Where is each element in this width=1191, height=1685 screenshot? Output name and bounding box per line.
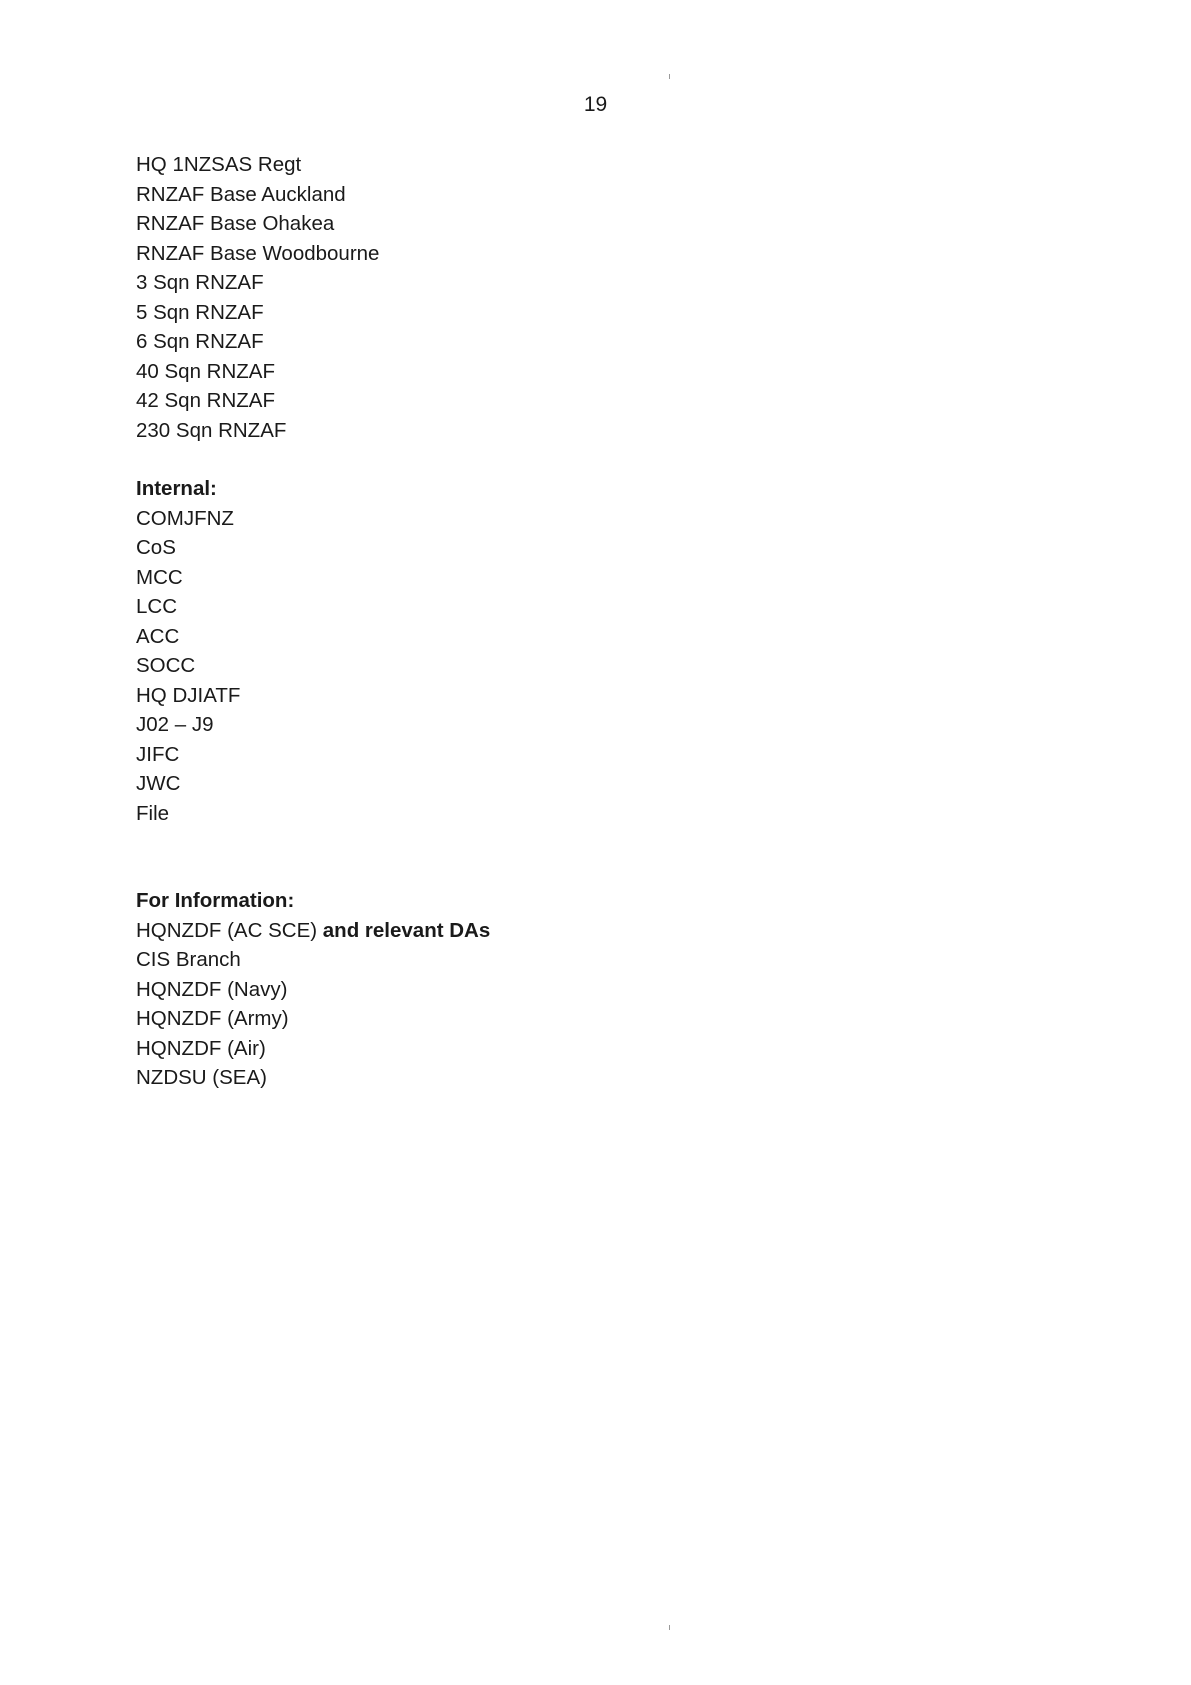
list-item: JWC [136,772,181,795]
internal-heading: Internal: [136,477,217,500]
scan-mark-bottom [669,1625,670,1630]
list-item: 6 Sqn RNZAF [136,330,264,353]
list-item-regular-text: HQNZDF (AC SCE) [136,918,318,942]
list-item: RNZAF Base Auckland [136,182,346,206]
distribution-units-list [136,150,379,445]
list-item: RNZAF Base Woodbourne [136,241,380,265]
list-item: J02 – J9 [136,713,214,736]
list-item: HQNZDF (Navy) [136,977,288,1001]
list-item: NZDSU (SEA) [136,1066,267,1089]
list-item: ACC [136,624,180,648]
internal-distribution-list [136,474,240,828]
list-item: 3 Sqn RNZAF [136,271,264,294]
list-item: HQ DJIATF [136,683,241,707]
list-item: RNZAF Base Ohakea [136,212,335,235]
list-item: HQNZDF (Air) [136,1036,266,1060]
list-item: 5 Sqn RNZAF [136,300,264,324]
list-item-bold-text: and relevant DAs [317,918,491,942]
list-item: 230 Sqn RNZAF [136,418,287,442]
list-item: HQNZDF (Army) [136,1007,289,1030]
list-item: 40 Sqn RNZAF [136,359,275,383]
list-item: CIS Branch [136,948,241,971]
list-item: File [136,801,170,825]
list-item: CoS [136,536,176,559]
list-item: 42 Sqn RNZAF [136,389,275,412]
for-information-heading: For Information: [136,889,295,912]
scan-mark-top [669,74,670,79]
list-item: HQ 1NZSAS Regt [136,153,302,176]
for-information-list [136,886,490,1093]
list-item: LCC [136,595,178,618]
list-item: MCC [136,565,183,589]
list-item: SOCC [136,654,196,677]
page-number: 19 [583,93,608,116]
list-item: JIFC [136,742,180,766]
list-item [136,916,490,946]
list-item: COMJFNZ [136,506,234,530]
